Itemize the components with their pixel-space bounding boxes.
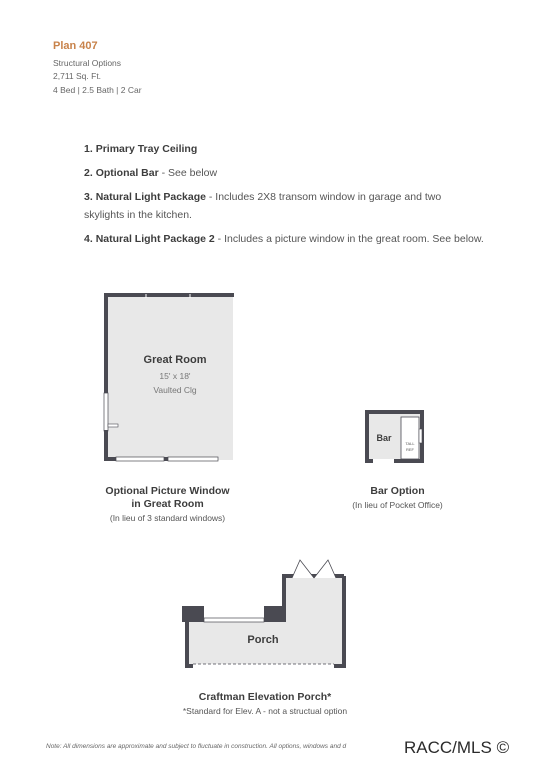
great-room-fixture [108, 424, 118, 427]
bar-caption [315, 485, 480, 512]
great-room-wall-top [106, 293, 234, 297]
great-room-caption-line1: Optional Picture Window [105, 485, 230, 497]
bar-wall-bottom-right [394, 459, 424, 463]
option-item: 3. Natural Light Package - Includes 2X8 transom window in garage and two skylights in the kitchen. [84, 191, 442, 221]
porch-label: Porch [247, 634, 279, 646]
bar-ref-label-top: TALL [405, 441, 415, 446]
footer-note: Note: All dimensions are approximate and subject to fluctuate in construction. All options, windows and d [46, 743, 347, 750]
great-room-picture-window [116, 457, 164, 461]
plan-sqft: 2,711 Sq. Ft. [53, 71, 102, 81]
porch-column-left [182, 606, 204, 622]
great-room-caption [60, 485, 275, 525]
great-room-wall-left [104, 293, 108, 393]
porch-wall-entry-left [282, 576, 286, 612]
great-room-wall-bottom [104, 457, 116, 461]
plan-specs: 4 Bed | 2.5 Bath | 2 Car [53, 85, 142, 95]
bar-wall-left [365, 410, 369, 463]
plan-title: Plan 407 [53, 40, 98, 52]
great-room-label: Great Room [143, 354, 207, 366]
great-room-note: Vaulted Clg [153, 385, 197, 395]
porch-post-left [185, 622, 189, 668]
porch-wall-right [342, 576, 346, 646]
bar-caption-title: Bar Option [370, 485, 425, 497]
bar-window [419, 429, 422, 443]
porch-post-right [342, 644, 346, 668]
porch-post-bottom-left [185, 664, 193, 668]
option-item: 1. Primary Tray Ceiling [84, 143, 198, 155]
porch-entry-floor [285, 578, 346, 624]
option-item: 2. Optional Bar - See below [84, 167, 218, 179]
great-room-caption-sub: (In lieu of 3 standard windows) [109, 513, 226, 523]
porch-caption-title: Craftman Elevation Porch* [198, 691, 332, 703]
great-room-window-bottom [168, 457, 218, 461]
porch-caption-sub: *Standard for Elev. A - not a structual option [182, 706, 348, 716]
bar-plan [362, 407, 426, 465]
bar-ref-label-bottom: REF [406, 447, 414, 452]
bar-label: Bar [376, 433, 392, 443]
porch-caption [130, 691, 400, 718]
porch-wall-window [204, 618, 264, 622]
option-item: 4. Natural Light Package 2 - Includes a picture window in the great room. See below. [84, 233, 484, 245]
bar-wall-top [365, 410, 424, 414]
plan-subtitle: Structural Options [53, 58, 122, 68]
great-room-wall-left-lower [104, 430, 108, 460]
porch-plan [180, 556, 355, 671]
bar-wall-bottom-left [365, 459, 373, 463]
bar-counter [401, 417, 419, 459]
bar-caption-sub: (In lieu of Pocket Office) [352, 500, 443, 510]
structural-options-list [84, 140, 484, 254]
mls-watermark: RACC/MLS © [404, 738, 510, 757]
great-room-window-left [104, 393, 108, 431]
great-room-dims: 15' x 18' [159, 371, 191, 381]
bar-door-opening [373, 459, 394, 463]
great-room-caption-line2: in Great Room [131, 498, 204, 510]
great-room-wall-segment [164, 457, 168, 461]
